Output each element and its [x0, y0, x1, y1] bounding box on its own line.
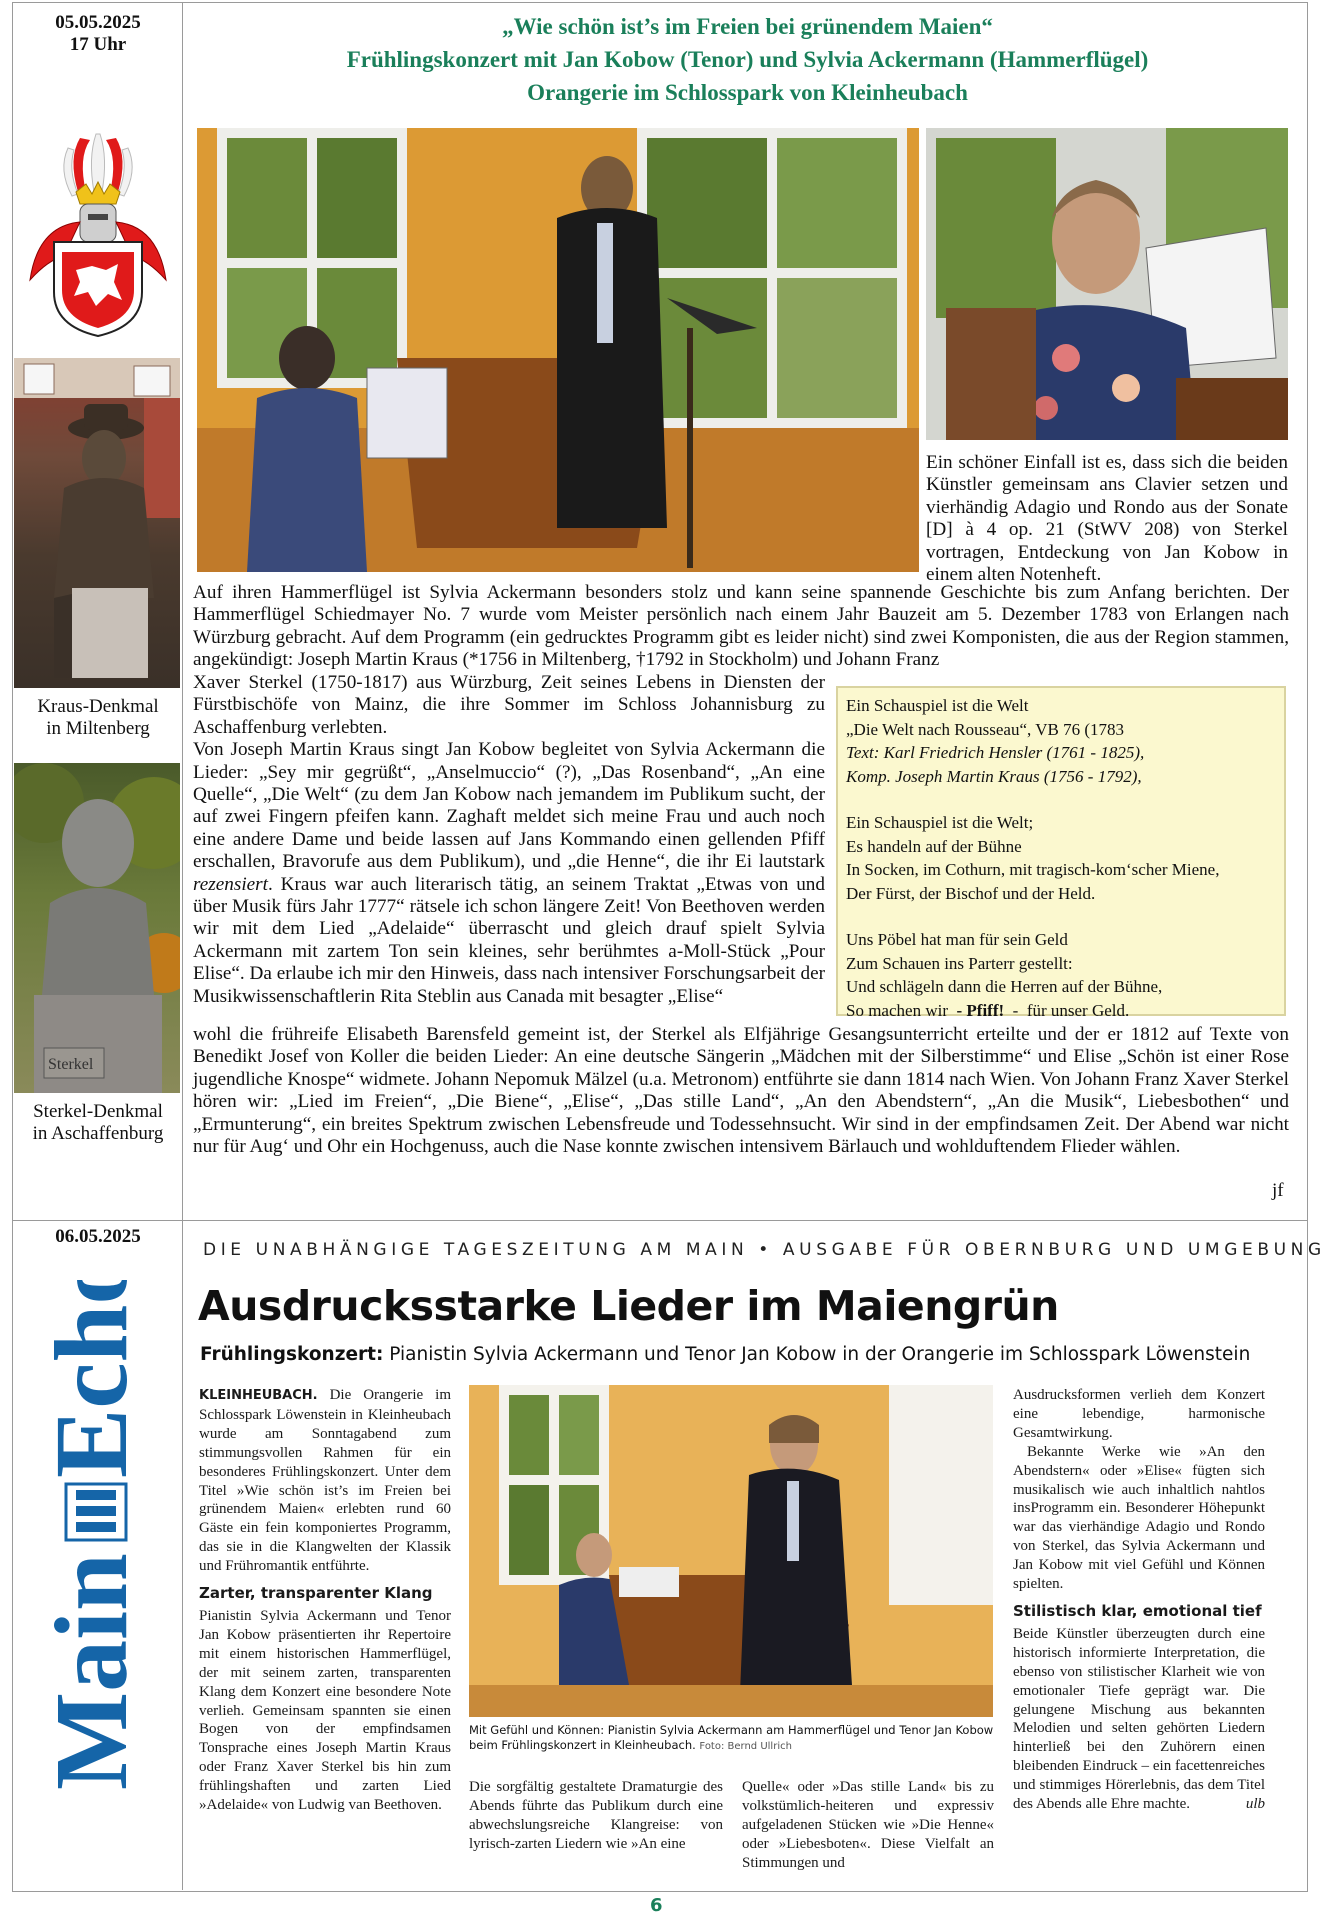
poem-verse-line: Der Fürst, der Bischof und der Held. — [846, 883, 1096, 903]
col4-paragraph-1: Ausdrucksformen verlieh dem Konzert eine lebendige, harmonische Gesamtwirkung. — [1013, 1387, 1265, 1441]
article-column-4 — [1013, 1386, 1265, 1814]
poem-verse-line: In Socken, im Cothurn, mit tragisch-kom‘scher Miene, — [846, 860, 1220, 879]
body-paragraph-1 — [193, 582, 1289, 672]
main-echo-logo — [34, 1280, 144, 1800]
date-1: 05.05.2025 — [55, 12, 141, 33]
poem-composer-credit: Komp. Joseph Martin Kraus (1756 - 1792), — [846, 766, 1142, 786]
logo-main: Main — [34, 1553, 144, 1790]
col3-paragraph: Quelle« oder »Das stille Land« bis zu volkstümlich-heiteren und expressiv aufgeladenen Stücken wie »Die Henne« oder »Liebesboten«. Diese Vielfalt an Stimmungen und — [742, 1779, 994, 1871]
kraus-statue-photo — [14, 358, 180, 688]
coat-of-arms-small-icon — [66, 1484, 126, 1540]
poem-verse-line: Es handeln auf der Bühne — [846, 836, 1022, 856]
col4-subheading: Stilistisch klar, emotional tief — [1013, 1601, 1262, 1620]
title-line-1: „Wie schön ist’s im Freien bei grünendem Maien“ — [502, 14, 993, 39]
article-column-3 — [742, 1778, 994, 1873]
poem-text-credit: Text: Karl Friedrich Hensler (1761 - 1825), — [846, 743, 1145, 762]
logo-echo: Echo — [34, 1280, 144, 1478]
article-headline: Ausdrucksstarke Lieder im Maiengrün — [198, 1282, 1059, 1330]
col4-paragraph-2: Bekannte Werke wie »An den Abendstern« oder »Elise« fügten sich musikalisch wie auch inhaltlich nahtlos insProgramm ein. Besonderer Höhepunkt war das vierhändige Adagio und Rondo von Sterkel, das Sylvia Ackermann und Jan Kobow mit viel Gefühl und Können spielten. — [1013, 1443, 1265, 1593]
poem-verse-line: Uns Pöbel hat man für sein Geld — [846, 930, 1068, 949]
body-paragraph-2 — [193, 1024, 1289, 1158]
poem-verse-line: Ein Schauspiel ist die Welt; — [846, 813, 1034, 832]
body-paragraph-narrow — [193, 672, 825, 1008]
concert-photo-main — [197, 128, 919, 572]
time-1: 17 Uhr — [69, 34, 127, 55]
section-divider — [12, 1220, 1308, 1221]
col1-paragraph-2: Pianistin Sylvia Ackermann und Tenor Jan Kobow präsentierten ihr Repertoire mit einem historischen Hammerflügel, der mit seinem zarten, transparenten Klang dem Konzert eine besondere Note verlieh. Gemeinsam spannten sie einen Bogen von der empfindsamen Tonsprache eines Joseph Martin Kraus oder Franz Xaver Sterkel bis hin zum frühlingshaften und zarten Lied »Adelaide« von Ludwig van Beethoven. — [199, 1607, 451, 1814]
body-text-2: Xaver Sterkel (1750-1817) aus Würzburg, Zeit seines Lebens in Diensten der Fürstbischöfe von Mainz, die ihre Sommer im Schloss Johannisburg zu Aschaffenburg verlebten. — [193, 672, 825, 738]
article-subheadline: Frühlingskonzert: Pianistin Sylvia Ackermann und Tenor Jan Kobow in der Orangerie im Schlosspark Löwenstein — [200, 1344, 1251, 1365]
poem-last-line: So machen wir - Pfiff! - für unser Geld. — [846, 1000, 1130, 1020]
pianist-photo — [926, 128, 1288, 440]
article-column-1 — [199, 1386, 451, 1815]
col4-paragraph-3: Beide Künstler überzeugten durch eine historisch informierte Interpretation, die ebenso von stilistischer Klarheit wie von emotionaler Tiefe geprägt war. Die gelungene Mischung aus bekannten Melodien und selten gehörten Liedern hinterließ bei den Zuhörern einen bleibenden Eindruck – ein facettenreiches und stimmiges Hörerlebnis, das dem Titel des Abends alle Ehre machte. ulb — [1013, 1625, 1265, 1813]
body-text-3 — [193, 739, 825, 1008]
kraus-caption-line-1: Kraus-Denkmal — [37, 696, 159, 717]
intro-paragraph — [926, 452, 1288, 586]
date-stamp-1 — [14, 12, 182, 56]
photo-caption — [469, 1723, 994, 1754]
title-line-3: Orangerie im Schlosspark von Kleinheubach — [527, 80, 968, 105]
body-text-3a: Von Joseph Martin Kraus singt Jan Kobow begleitet von Sylvia Ackermann die Lieder: „Sey mir gegrüßt“, „Anselmuccio“ (?), „Das Rosenband“, „An eine Quelle“, „Die Welt“ (zu dem Jan Kobow nach jemandem im Publikum sucht, der auf zwei Fingern pfeifen kann. Zaghaft meldet sich meine Frau und auch noch eine andere Dame und beide lassen auf Jans Kommando einen gellenden Pfiff erschallen, Bravorufe aus dem Publikum), und „die Henne“, die ihr Ei lautstark — [193, 739, 825, 873]
sterkel-caption-line-1: Sterkel-Denkmal — [33, 1101, 163, 1122]
body-text-3-em: rezensiert — [193, 873, 268, 895]
page-number: 6 — [650, 1895, 663, 1916]
author-signature: ulb — [1245, 1796, 1265, 1813]
column-divider — [182, 2, 183, 1890]
signature-jf: jf — [1272, 1180, 1284, 1201]
kraus-caption — [14, 696, 182, 740]
date-2: 06.05.2025 — [55, 1226, 141, 1247]
poem-box — [836, 686, 1286, 1020]
poem-title: Ein Schauspiel ist die Welt — [846, 696, 1029, 715]
concert-title — [190, 10, 1305, 109]
title-line-2: Frühlingskonzert mit Jan Kobow (Tenor) und Sylvia Ackermann (Hammerflügel) — [346, 47, 1149, 72]
body-text-3b: . Kraus war auch literarisch tätig, an seinem Traktat „Etwas von und über Musik fürs Jahr 1777“ rätsele ich schon längere Zeit! Von Beethoven werden wir mit dem Lied „Adelaide“ überrascht und gleich drauf spielt Sylvia Ackermann mit zartem Ton sein kleines, sehr berühmtes a-Moll-Stück „Pour Elise“. Da erlaube ich mir den Hinweis, dass nach intensiver Forschungsarbeit der Musikwissenschaftlerin Rita Steblin aus Canada mit besagter „Elise“ — [193, 873, 825, 1007]
sterkel-caption — [14, 1101, 182, 1145]
col1-paragraph-1: Die Orangerie im Schlosspark Löwenstein in Kleinheubach wurde am Sonntagabend zum stimmungsvollen Rahmen für ein besonderes Frühlingskonzert. Unter dem Titel »Wie schön ist’s im Freien bei grünendem Maien« erlebten rund 60 Gäste ein fein komponiertes Programm, das sie in die Klangwelten der Klassik und Frühromantik entführte. — [199, 1387, 451, 1575]
col1-subheading: Zarter, transparenter Klang — [199, 1584, 433, 1603]
body-text-1: Auf ihren Hammerflügel ist Sylvia Ackermann besonders stolz und kann seine spannende Geschichte bis zum Anfang berichten. Der Hammerflügel Schiedmayer No. 7 wurde vom Meister persönlich nach einem Jahr Bauzeit am 5. Dezember 1783 von Erlangen nach Würzburg gebracht. Auf dem Programm (ein gedrucktes Programm gibt es leider nicht) sind zwei Komponisten, die aus der Region stammen, angekündigt: Joseph Martin Kraus (*1756 in Miltenberg, †1792 in Stockholm) und Johann Franz — [193, 582, 1289, 671]
body-text-4: wohl die frühreife Elisabeth Barensfeld gemeint ist, der Sterkel als Elfjährige Gesangsunterricht erteilte und der er 1812 auf Texte von Benedikt Josef von Koller die beiden Lieder: An eine deutsche Sängerin „Mädchen mit der Silberstimme“ und Elise „Schön ist einer Rose jugendliche Knospe“ widmete. Johann Nepomuk Mälzel (u.a. Metronom) entführte sie dann 1814 nach Wien. Von Johann Franz Xaver Sterkel hören wir: „Lied im Freien“, „Die Biene“, „Elise“, „Das stille Land“, „An den Abendstern“, „An die Musik“, Liebesbothen“ und „Ermunterung“, ein breites Spektrum zwischen Lebensfreude und Todessehnsucht. Wir sind in der empfindsamen Zeit. Der Abend war nicht nur für Aug‘ und Ohr ein Hochgenuss, auch die Nase konnte zwischen intensivem Bärlauch und wohlduftendem Flieder wählen. — [193, 1024, 1289, 1158]
col2-paragraph: Die sorgfältig gestaltete Dramaturgie des Abends führte das Publikum durch eine abwechslungsreiche Klangreise: von lyrisch-zarten Liedern wie »An eine — [469, 1779, 723, 1852]
poem-source: „Die Welt nach Rousseau“, VB 76 (1783 — [846, 719, 1124, 739]
sterkel-plaque: Sterkel — [48, 1056, 94, 1073]
paper-tagline: DIE UNABHÄNGIGE TAGESZEITUNG AM MAIN • AUSGABE FÜR OBERNBURG UND UMGEBUNG — [203, 1240, 1326, 1260]
sterkel-caption-line-2: in Aschaffenburg — [32, 1123, 164, 1144]
poem-verse-line: Zum Schauen ins Parterr gestellt: — [846, 953, 1073, 973]
intro-text: Ein schöner Einfall ist es, dass sich die beiden Künstler gemeinsam ans Clavier setzen und vierhändig Adagio und Rondo aus der Sonate [D] à 4 op. 21 (StWV 208) von Sterkel vortragen, Entdeckung von Jan Kobow in einem alten Notenheft. — [926, 452, 1288, 586]
coat-of-arms-icon — [18, 130, 178, 340]
photo-caption-text: Mit Gefühl und Können: Pianistin Sylvia Ackermann am Hammerflügel und Tenor Jan Kobow beim Frühlingskonzert in Kleinheubach. — [469, 1723, 994, 1752]
article-column-2 — [469, 1778, 723, 1854]
newspaper-concert-photo — [469, 1385, 993, 1717]
dateline: KLEINHEUBACH. — [199, 1388, 318, 1403]
sterkel-bust-photo — [14, 763, 180, 1093]
photo-credit: Foto: Bernd Ullrich — [699, 1741, 792, 1752]
kraus-caption-line-2: in Miltenberg — [46, 718, 150, 739]
poem-verse-line: Und schlägeln dann die Herren auf der Bühne, — [846, 977, 1163, 996]
